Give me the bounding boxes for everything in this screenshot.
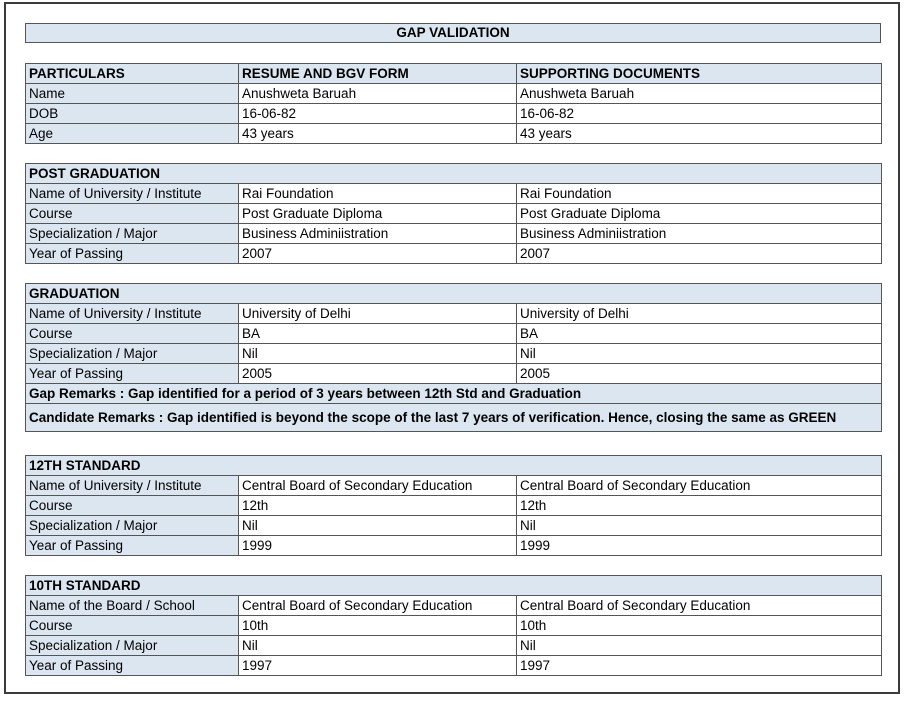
particulars-table: [25, 63, 882, 144]
table-row: [26, 84, 882, 104]
row-label: Name of University / Institute: [26, 476, 239, 496]
row-label: Course: [26, 204, 239, 224]
section-heading: POST GRADUATION: [26, 164, 882, 184]
resume-value: Nil: [239, 344, 517, 364]
docs-value: Anushweta Baruah: [517, 84, 882, 104]
row-label: Name: [26, 84, 239, 104]
docs-value: Rai Foundation: [517, 184, 882, 204]
docs-value: 16-06-82: [517, 104, 882, 124]
candidate-remarks-row: [26, 404, 882, 432]
table-row: [26, 364, 882, 384]
candidate-remarks: Candidate Remarks : Gap identified is beyond the scope of the last 7 years of verification. Hence, closing the same as GREEN: [26, 404, 882, 432]
resume-value: Post Graduate Diploma: [239, 204, 517, 224]
particulars-header-row: [26, 64, 882, 84]
resume-value: Rai Foundation: [239, 184, 517, 204]
gap-remarks-row: [26, 384, 882, 404]
docs-value: 2007: [517, 244, 882, 264]
row-label: Specialization / Major: [26, 636, 239, 656]
row-label: Specialization / Major: [26, 516, 239, 536]
section-heading-row: [26, 284, 882, 304]
docs-value: Central Board of Secondary Education: [517, 596, 882, 616]
resume-value: 2005: [239, 364, 517, 384]
docs-value: Nil: [517, 344, 882, 364]
row-label: Year of Passing: [26, 656, 239, 676]
table-row: [26, 324, 882, 344]
row-label: Age: [26, 124, 239, 144]
table-row: [26, 476, 882, 496]
row-label: Specialization / Major: [26, 344, 239, 364]
docs-value: 1999: [517, 536, 882, 556]
resume-value: Nil: [239, 516, 517, 536]
docs-value: Nil: [517, 636, 882, 656]
row-label: Year of Passing: [26, 536, 239, 556]
row-label: Course: [26, 324, 239, 344]
table-row: [26, 636, 882, 656]
section-heading: GRADUATION: [26, 284, 882, 304]
graduation-table: [25, 283, 882, 432]
post-graduation-table: [25, 163, 882, 264]
page-title: GAP VALIDATION: [25, 23, 881, 43]
header-resume: RESUME AND BGV FORM: [239, 64, 517, 84]
resume-value: BA: [239, 324, 517, 344]
row-label: Year of Passing: [26, 244, 239, 264]
section-heading-row: [26, 164, 882, 184]
resume-value: 1999: [239, 536, 517, 556]
docs-value: 10th: [517, 616, 882, 636]
docs-value: 1997: [517, 656, 882, 676]
docs-value: Business Adminiistration: [517, 224, 882, 244]
row-label: Name of the Board / School: [26, 596, 239, 616]
docs-value: 2005: [517, 364, 882, 384]
table-row: [26, 596, 882, 616]
row-label: Course: [26, 496, 239, 516]
docs-value: BA: [517, 324, 882, 344]
section-heading: 12TH STANDARD: [26, 456, 882, 476]
table-row: [26, 184, 882, 204]
resume-value: 1997: [239, 656, 517, 676]
table-row: [26, 516, 882, 536]
header-supporting-docs: SUPPORTING DOCUMENTS: [517, 64, 882, 84]
resume-value: Anushweta Baruah: [239, 84, 517, 104]
table-row: [26, 124, 882, 144]
table-row: [26, 496, 882, 516]
resume-value: Business Adminiistration: [239, 224, 517, 244]
header-particulars: PARTICULARS: [26, 64, 239, 84]
table-row: [26, 224, 882, 244]
docs-value: University of Delhi: [517, 304, 882, 324]
section-heading-row: [26, 456, 882, 476]
gap-remarks: Gap Remarks : Gap identified for a period of 3 years between 12th Std and Graduation: [26, 384, 882, 404]
table-row: [26, 104, 882, 124]
row-label: Name of University / Institute: [26, 304, 239, 324]
docs-value: Post Graduate Diploma: [517, 204, 882, 224]
docs-value: Nil: [517, 516, 882, 536]
resume-value: 43 years: [239, 124, 517, 144]
table-row: [26, 304, 882, 324]
twelfth-standard-table: [25, 455, 882, 556]
docs-value: Central Board of Secondary Education: [517, 476, 882, 496]
table-row: [26, 244, 882, 264]
resume-value: Central Board of Secondary Education: [239, 596, 517, 616]
table-row: [26, 204, 882, 224]
table-row: [26, 344, 882, 364]
resume-value: 16-06-82: [239, 104, 517, 124]
row-label: Name of University / Institute: [26, 184, 239, 204]
tenth-standard-table: [25, 575, 882, 676]
table-row: [26, 616, 882, 636]
section-heading: 10TH STANDARD: [26, 576, 882, 596]
resume-value: 10th: [239, 616, 517, 636]
resume-value: Nil: [239, 636, 517, 656]
resume-value: 2007: [239, 244, 517, 264]
resume-value: Central Board of Secondary Education: [239, 476, 517, 496]
table-row: [26, 656, 882, 676]
row-label: DOB: [26, 104, 239, 124]
row-label: Course: [26, 616, 239, 636]
docs-value: 12th: [517, 496, 882, 516]
docs-value: 43 years: [517, 124, 882, 144]
resume-value: 12th: [239, 496, 517, 516]
row-label: Specialization / Major: [26, 224, 239, 244]
table-row: [26, 536, 882, 556]
resume-value: University of Delhi: [239, 304, 517, 324]
section-heading-row: [26, 576, 882, 596]
row-label: Year of Passing: [26, 364, 239, 384]
